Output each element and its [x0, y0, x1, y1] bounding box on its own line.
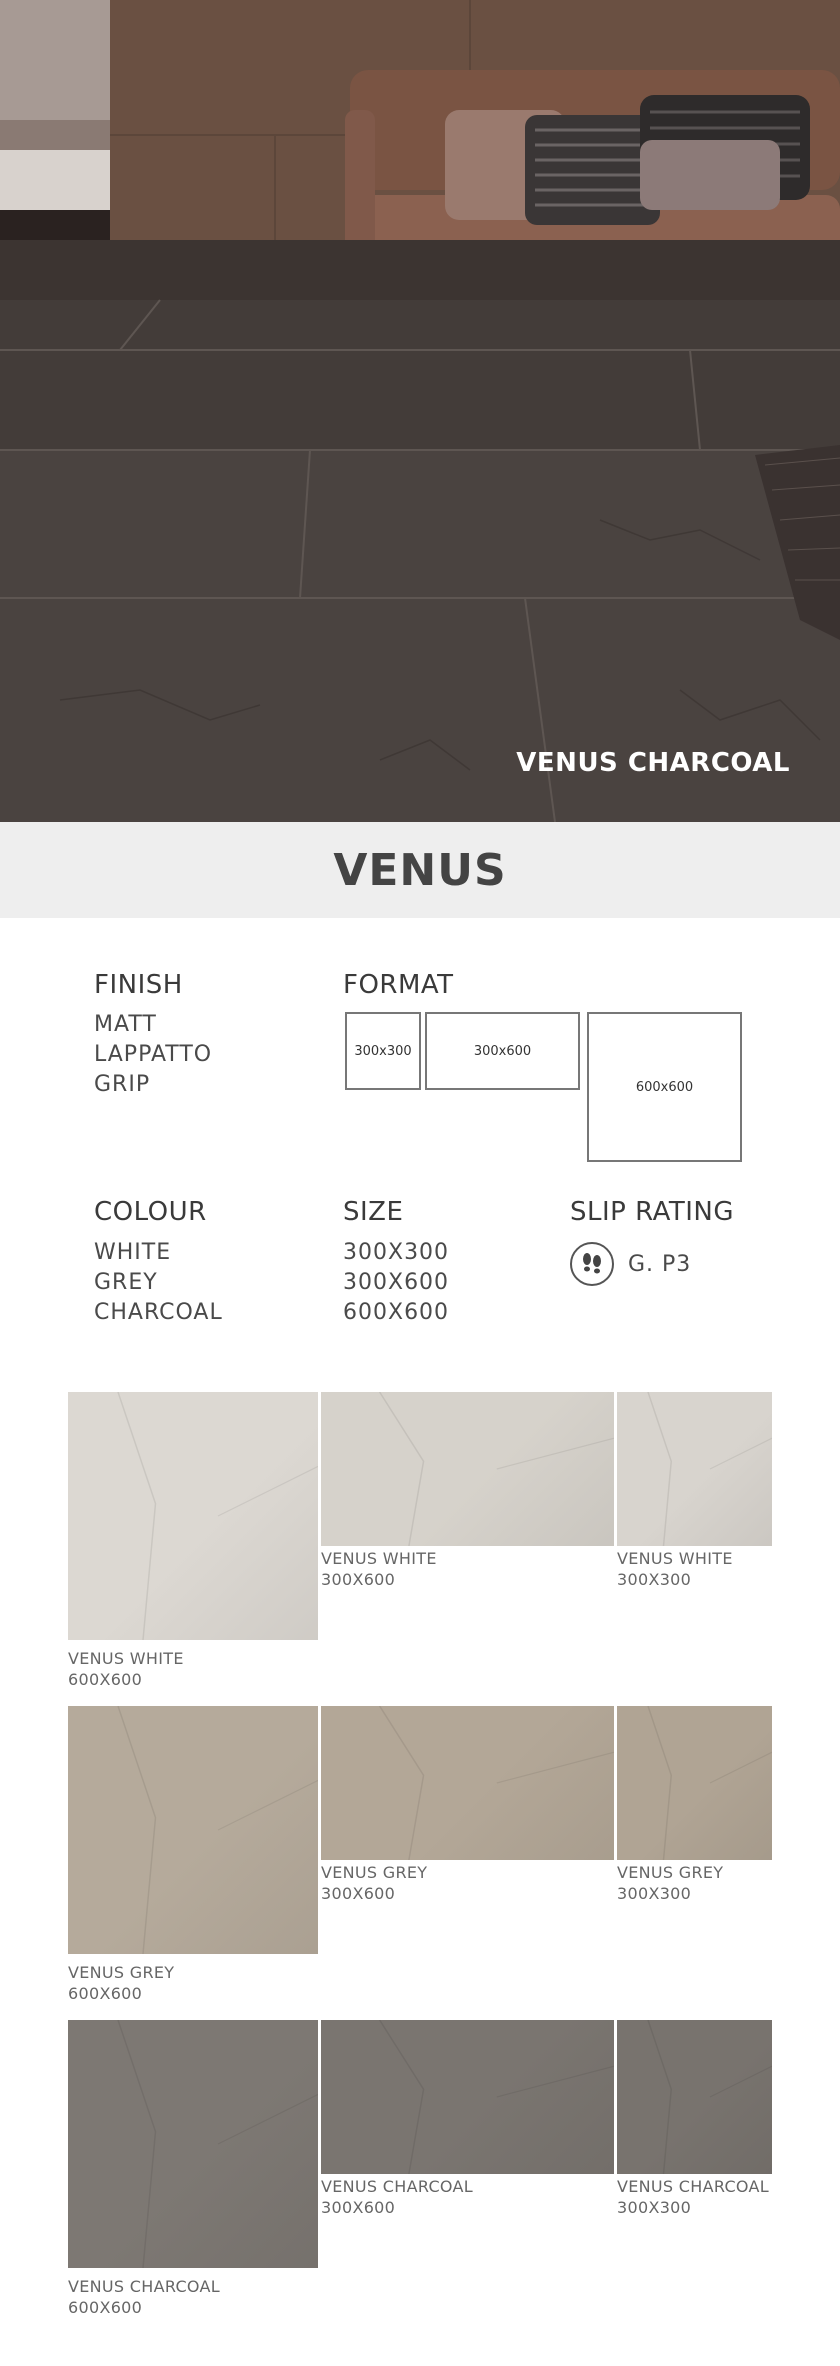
tile-size: 300X600: [321, 1884, 396, 1903]
hero-caption: VENUS CHARCOAL: [516, 748, 790, 778]
tile-label: [617, 1862, 723, 1904]
finish-item: GRIP: [94, 1072, 151, 1097]
tile-label: [321, 1548, 437, 1590]
tile-texture: [617, 2020, 772, 2174]
tile-swatch: [68, 2020, 318, 2268]
tile-name: VENUS GREY: [321, 1863, 428, 1882]
tile-size: 300X600: [321, 1570, 396, 1589]
tile-swatch: [68, 1392, 318, 1640]
colour-item: CHARCOAL: [94, 1300, 223, 1325]
size-list: [343, 1238, 449, 1328]
tile-label: [617, 2176, 769, 2218]
tile-label: [321, 2176, 473, 2218]
tile-swatch: [321, 1706, 614, 1860]
hero-image: [0, 0, 840, 822]
tile-label: [68, 1648, 184, 1690]
tile-label: [68, 2276, 220, 2318]
format-box-600x600: 600x600: [587, 1012, 742, 1162]
tile-swatch: [617, 1392, 772, 1546]
tile-label: [68, 1962, 174, 2004]
tile-size: 600X600: [68, 2298, 143, 2317]
title-band: [0, 822, 840, 918]
finish-heading: FINISH: [94, 970, 183, 1000]
tile-size: 300X300: [617, 1570, 692, 1589]
slip-rating-heading: SLIP RATING: [570, 1197, 735, 1227]
format-box-300x600: 300x600: [425, 1012, 580, 1090]
finish-item: MATT: [94, 1012, 157, 1037]
tile-name: VENUS GREY: [68, 1963, 175, 1982]
tile-texture: [68, 2020, 318, 2268]
finish-item: LAPPATTO: [94, 1042, 213, 1067]
tile-texture: [68, 1706, 318, 1954]
size-item: 300X300: [343, 1240, 450, 1265]
tile-label: [617, 1548, 733, 1590]
colour-heading: COLOUR: [94, 1197, 207, 1227]
slip-rating: [570, 1242, 691, 1286]
page-title: VENUS: [333, 844, 507, 896]
finish-list: [94, 1010, 212, 1100]
tile-swatch: [321, 1392, 614, 1546]
size-item: 600X600: [343, 1300, 450, 1325]
tile-swatch: [617, 2020, 772, 2174]
tile-name: VENUS WHITE: [321, 1549, 437, 1568]
tile-texture: [617, 1392, 772, 1546]
tile-name: VENUS WHITE: [617, 1549, 733, 1568]
size-heading: SIZE: [343, 1197, 404, 1227]
tile-texture: [321, 2020, 614, 2174]
tile-name: VENUS WHITE: [68, 1649, 184, 1668]
colour-list: [94, 1238, 223, 1328]
tile-swatch: [321, 2020, 614, 2174]
tile-size: 300X600: [321, 2198, 396, 2217]
tile-swatch: [617, 1706, 772, 1860]
tile-name: VENUS CHARCOAL: [617, 2177, 769, 2196]
tile-size: 600X600: [68, 1670, 143, 1689]
format-box-300x300: 300x300: [345, 1012, 421, 1090]
size-item: 300X600: [343, 1270, 450, 1295]
tile-texture: [321, 1706, 614, 1860]
room-scene-illustration: [0, 0, 840, 822]
tile-texture: [68, 1392, 318, 1640]
colour-item: GREY: [94, 1270, 158, 1295]
tile-texture: [617, 1706, 772, 1860]
tile-texture: [321, 1392, 614, 1546]
format-heading: FORMAT: [343, 970, 454, 1000]
tile-name: VENUS CHARCOAL: [68, 2277, 220, 2296]
tile-label: [321, 1862, 427, 1904]
tile-size: 600X600: [68, 1984, 143, 2003]
tile-size: 300X300: [617, 2198, 692, 2217]
colour-item: WHITE: [94, 1240, 172, 1265]
tile-name: VENUS CHARCOAL: [321, 2177, 473, 2196]
tile-name: VENUS GREY: [617, 1863, 724, 1882]
slip-rating-value: G. P3: [628, 1251, 692, 1277]
tile-size: 300X300: [617, 1884, 692, 1903]
footprints-icon: [570, 1242, 614, 1286]
tile-swatch: [68, 1706, 318, 1954]
